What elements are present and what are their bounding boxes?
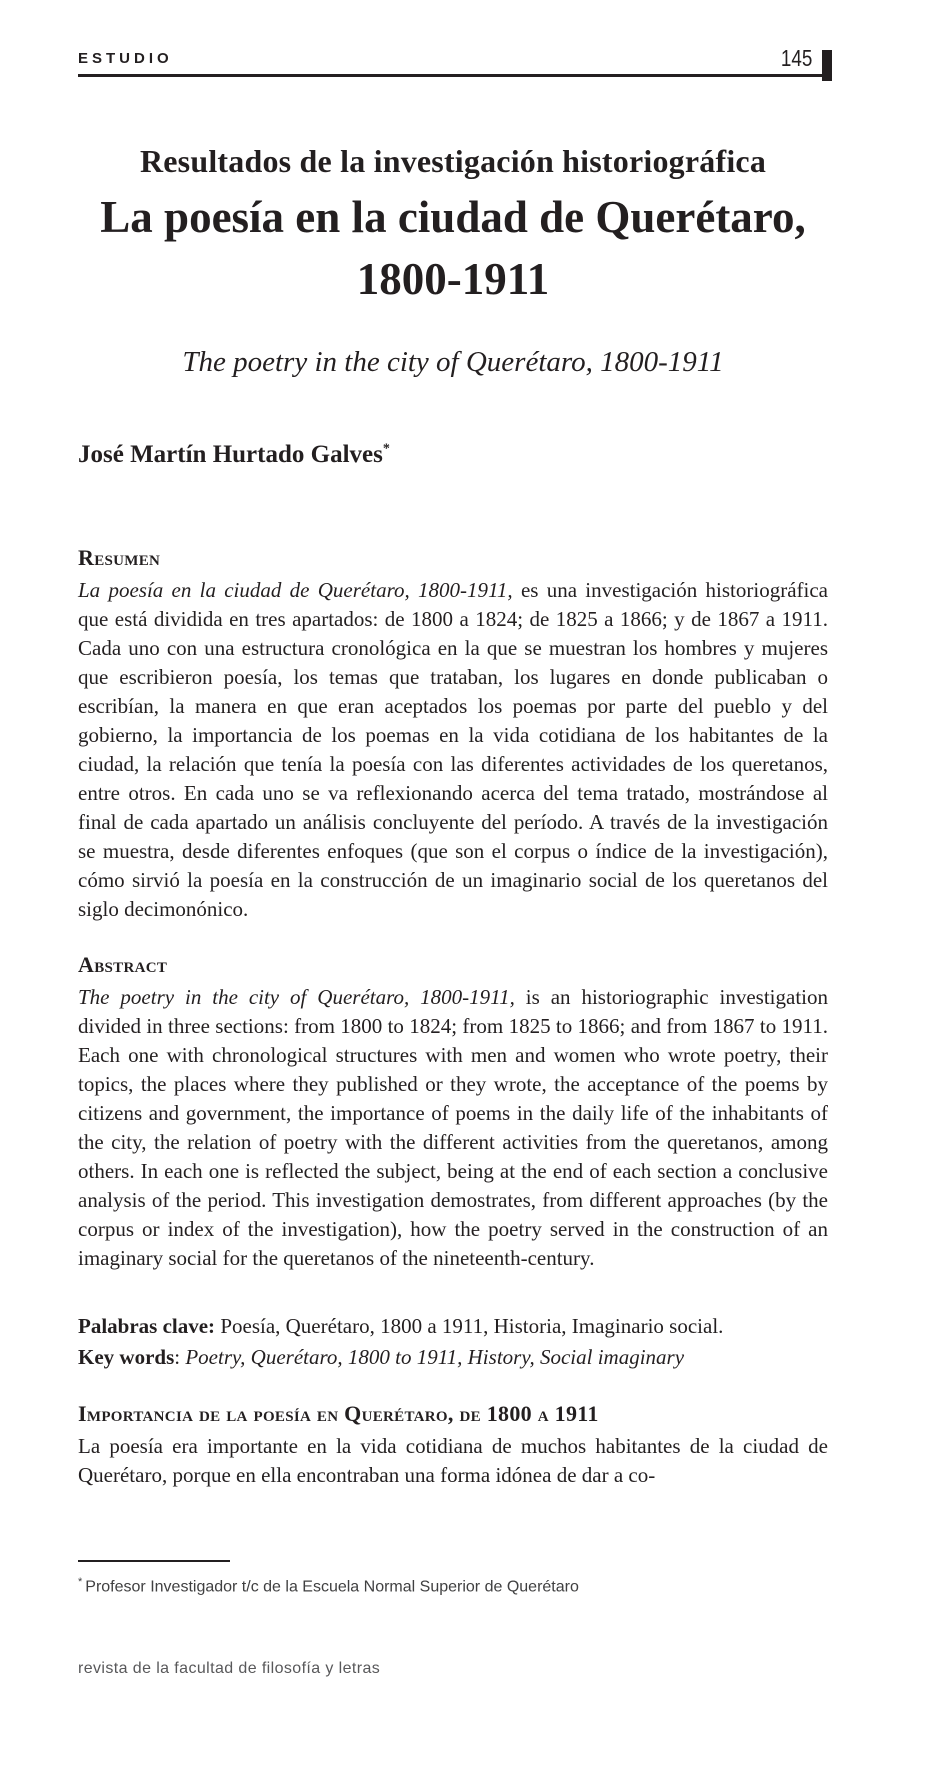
key-words-colon: : <box>174 1345 186 1369</box>
resumen-body-text: es una investigación historiográfica que está dividida en tres apartados: de 1800 a 1824; de 1825 a 1866; y de 1867 a 1911. Cada uno con una estructura cronológica en la que se muestran los hombres y mujeres que escribieron poesía, los temas que trataban, los lugares en donde publicaban o escribían, la manera en que eran aceptados los poemas por parte del pueblo y del gobierno, la importancia de los poemas en la vida cotidiana de los habitantes de la ciudad, la relación que tenía la poesía con las diferentes actividades de los queretanos, entre otros. En cada uno se va reflexionando acerca del tema tratado, mostrándose al final de cada apartado un análisis concluyente del período. A través de la investigación se muestra, desde diferentes enfoques (que son el corpus o índice de la investigación), cómo sirvió la poesía en la construcción de un imaginario social de los queretanos del siglo decimonónico. <box>78 578 828 921</box>
author-name: José Martín Hurtado Galves <box>78 441 383 468</box>
footnote <box>78 1560 828 1596</box>
key-words-line <box>78 1342 828 1373</box>
page-number: 145 <box>780 45 812 71</box>
resumen-paragraph <box>78 576 828 924</box>
section-heading-importancia: Importancia de la poesía en Querétaro, de 1800 a 1911 <box>78 1401 599 1426</box>
article-title-line1: La poesía en la ciudad de Querétaro, <box>100 192 806 242</box>
abstract-body-text: is an historiographic investigation divided in three sections: from 1800 to 1824; from 1825 to 1866; and from 1867 to 1911. Each one with chronological structures with men and women who wrote poetry, their topics, the places where they published or they wrote, the acceptance of the poems by citizens and government, the importance of poems in the daily life of the inhabitants of the city, the relation of poetry with the different activities from the queretanos, among others. In each one is reflected the subject, being at the end of each section a conclusive analysis of the period. This investigation demostrates, from different approaches (by the corpus or index of the investigation), how the poetry served in the construction of an imaginary social for the queretanos of the nineteenth-century. <box>78 985 828 1270</box>
palabras-clave-label: Palabras clave: <box>78 1314 216 1338</box>
section-paragraph: La poesía era importante en la vida cotidiana de muchos habitantes de la ciudad de Querétaro, porque en ella encontraban una forma idónea de dar a co- <box>78 1434 828 1487</box>
journal-footer: revista de la facultad de filosofía y letras <box>78 1660 381 1677</box>
header-bar <box>822 50 832 81</box>
author-line <box>78 441 828 469</box>
footnote-line <box>78 1576 828 1596</box>
resumen-heading: Resumen <box>78 545 161 570</box>
footnote-text: Profesor Investigador t/c de la Escuela Normal Superior de Querétaro <box>85 1578 579 1596</box>
abstract-paragraph <box>78 983 828 1273</box>
header-rule <box>78 74 822 77</box>
author-footnote-marker: * <box>382 441 390 457</box>
running-head: ESTUDIO <box>78 50 173 67</box>
article-subtitle-english: The poetry in the city of Querétaro, 1800-1911 <box>182 346 724 378</box>
article-title-line2: 1800-1911 <box>356 254 550 304</box>
page-content <box>78 40 828 1490</box>
article-kicker: Resultados de la investigación historiográfica <box>139 143 767 179</box>
key-words-label: Key words <box>78 1345 175 1369</box>
palabras-clave-line <box>78 1311 828 1342</box>
abstract-heading: Abstract <box>78 952 168 977</box>
palabras-clave-value: Poesía, Querétaro, 1800 a 1911, Historia, Imaginario social. <box>215 1314 724 1338</box>
page-header <box>78 40 828 74</box>
key-words-value: Poetry, Querétaro, 1800 to 1911, History, Social imaginary <box>185 1345 685 1369</box>
footnote-marker: * <box>78 1576 83 1588</box>
abstract-lead-italic: The poetry in the city of Querétaro, 1800-1911, <box>78 985 515 1009</box>
article-title <box>78 186 828 310</box>
keywords-block <box>78 1311 828 1373</box>
footnote-rule <box>78 1560 230 1562</box>
resumen-lead-italic: La poesía en la ciudad de Querétaro, 1800-1911, <box>78 578 513 602</box>
